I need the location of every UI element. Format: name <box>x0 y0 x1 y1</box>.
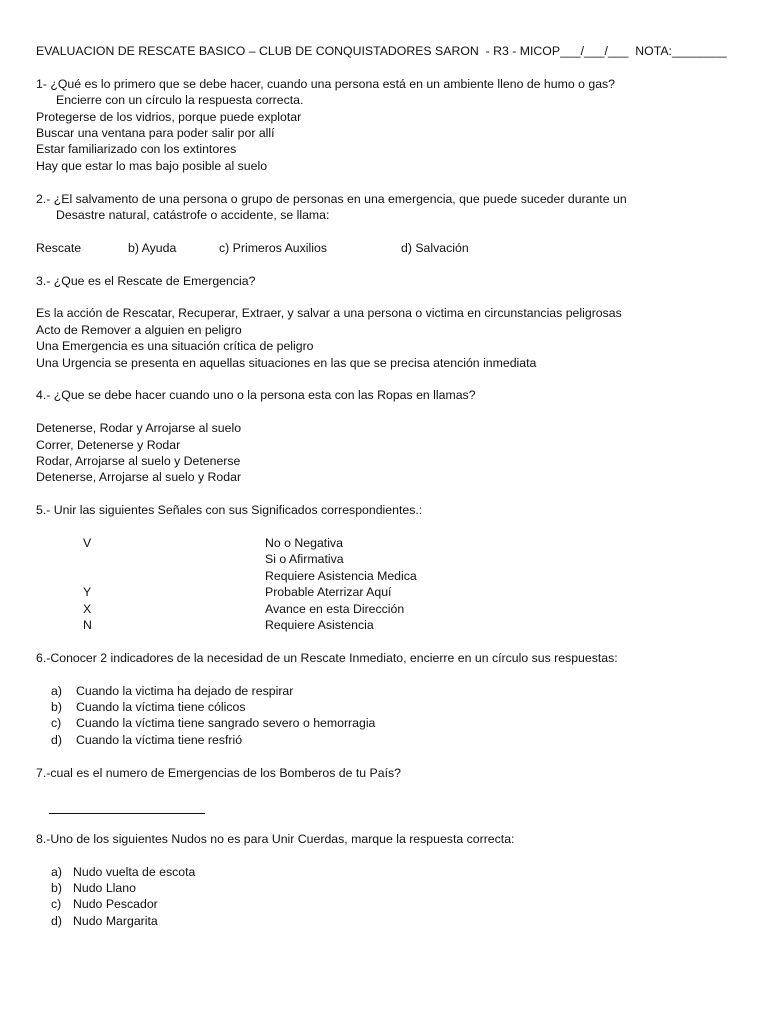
option-letter: a) <box>51 683 62 698</box>
signal-row <box>36 584 736 600</box>
question-3 <box>36 273 736 371</box>
signal-letter <box>36 551 265 567</box>
option-letter: c) <box>51 716 62 731</box>
option-letter: a) <box>51 864 62 879</box>
signal-row <box>36 535 736 551</box>
option-text: Cuando la víctima tiene resfrió <box>76 732 243 747</box>
option-text: Cuando la victima ha dejado de respirar <box>76 683 294 698</box>
spacer <box>36 814 736 830</box>
question-4 <box>36 387 736 485</box>
list-item <box>51 913 736 929</box>
spacer <box>36 666 736 682</box>
option-text: Nudo Margarita <box>73 913 158 928</box>
spacer <box>36 486 736 502</box>
spacer <box>36 633 736 649</box>
list-item <box>51 699 736 715</box>
question-3-option: Una Emergencia es una situación crítica de peligro <box>36 339 314 354</box>
option-text: Cuando la víctima tiene sangrado severo o hemorragia <box>76 716 376 731</box>
question-2 <box>36 191 736 257</box>
question-4-option: Detenerse, Rodar y Arrojarse al suelo <box>36 421 242 436</box>
question-1-option: Hay que estar lo mas bajo posible al suelo <box>36 158 268 173</box>
option-text: Nudo Llano <box>73 881 136 896</box>
question-8 <box>36 831 736 929</box>
spacer <box>36 174 736 190</box>
question-4-option: Rodar, Arrojarse al suelo y Detenerse <box>36 454 241 469</box>
spacer <box>36 781 736 797</box>
option-letter: b) <box>51 881 62 896</box>
signal-meaning: Requiere Asistencia Medica <box>265 568 417 583</box>
option-letter: b) <box>51 700 62 715</box>
list-item <box>51 683 736 699</box>
list-item <box>51 715 736 731</box>
question-6-text: 6.-Conocer 2 indicadores de la necesidad de un Rescate Inmediato, encierre en un círculo sus respuestas: <box>36 650 618 665</box>
question-7-text: 7.-cual es el numero de Emergencias de los Bomberos de tu País? <box>36 765 402 780</box>
option-text: Nudo vuelta de escota <box>73 864 196 879</box>
signal-meaning: Requiere Asistencia <box>265 618 374 633</box>
answer-blank-line[interactable] <box>49 802 205 814</box>
signal-meaning: Probable Aterrizar Aquí <box>265 585 392 600</box>
question-8-options <box>36 864 736 930</box>
question-5-text: 5.- Unir las siguientes Señales con sus Significados correspondientes.: <box>36 503 423 518</box>
option-letter: c) <box>51 897 62 912</box>
question-4-text: 4.- ¿Que se debe hacer cuando uno o la persona esta con las Ropas en llamas? <box>36 388 476 403</box>
option-letter: d) <box>51 913 62 928</box>
question-1-instruction: Encierre con un círculo la respuesta correcta. <box>56 93 304 108</box>
question-4-option: Correr, Detenerse y Rodar <box>36 437 181 452</box>
question-2-option: d) Salvación <box>401 240 469 255</box>
question-2-option: Rescate <box>36 240 82 255</box>
question-3-option: Acto de Remover a alguien en peligro <box>36 322 242 337</box>
signal-letter: X <box>83 601 92 616</box>
list-item <box>51 864 736 880</box>
question-3-text: 3.- ¿Que es el Rescate de Emergencia? <box>36 273 256 288</box>
question-6-options <box>36 683 736 749</box>
question-7 <box>36 765 736 815</box>
question-1-option: Protegerse de los vidrios, porque puede explotar <box>36 109 302 124</box>
list-item <box>51 880 736 896</box>
spacer <box>36 847 736 863</box>
document-page <box>36 43 736 929</box>
signal-row <box>36 617 736 633</box>
spacer <box>36 519 736 535</box>
spacer <box>36 223 736 239</box>
spacer <box>36 371 736 387</box>
list-item <box>51 896 736 912</box>
signal-letter: N <box>83 618 92 633</box>
question-6 <box>36 650 736 748</box>
option-text: Cuando la víctima tiene cólicos <box>76 700 246 715</box>
question-4-option: Detenerse, Arrojarse al suelo y Rodar <box>36 470 242 485</box>
option-text: Nudo Pescador <box>73 897 158 912</box>
question-1-option: Estar familiarizado con los extintores <box>36 142 237 157</box>
document-title: EVALUACION DE RESCATE BASICO – CLUB DE CONQUISTADORES SARON - R3 - MICOP___/___/___ NOTA:________ <box>36 44 727 58</box>
signal-meaning: Si o Afirmativa <box>265 552 344 567</box>
question-2-option: b) Ayuda <box>128 240 177 255</box>
question-3-option: Es la acción de Rescatar, Recuperar, Extraer, y salvar a una persona o victima en circunstancias peligrosas <box>36 306 622 321</box>
signal-row <box>36 551 736 567</box>
question-2-text-continued: Desastre natural, catástrofe o accidente, se llama: <box>56 208 330 223</box>
question-1 <box>36 76 736 174</box>
signal-letter <box>36 568 265 584</box>
signal-meaning: No o Negativa <box>265 536 343 551</box>
signal-letter: V <box>83 536 92 551</box>
spacer <box>36 748 736 764</box>
question-5 <box>36 502 736 633</box>
question-2-option: c) Primeros Auxilios <box>219 240 327 255</box>
question-2-options <box>36 240 736 256</box>
signal-letter: Y <box>83 585 92 600</box>
spacer <box>36 404 736 420</box>
question-8-text: 8.-Uno de los siguientes Nudos no es para Unir Cuerdas, marque la respuesta correcta: <box>36 831 515 846</box>
question-1-option: Buscar una ventana para poder salir por allí <box>36 126 275 141</box>
signal-meaning: Avance en esta Dirección <box>265 601 405 616</box>
signal-row <box>36 601 736 617</box>
spacer <box>36 256 736 272</box>
question-3-option: Una Urgencia se presenta en aquellas situaciones en las que se precisa atención inmediata <box>36 355 537 370</box>
spacer <box>36 289 736 305</box>
list-item <box>51 732 736 748</box>
spacer <box>36 59 736 75</box>
question-2-text: 2.- ¿El salvamento de una persona o grupo de personas en una emergencia, que puede suceder durante un <box>36 191 627 206</box>
option-letter: d) <box>51 732 62 747</box>
question-1-text: 1- ¿Qué es lo primero que se debe hacer, cuando una persona está en un ambiente lleno de humo o gas? <box>36 76 616 91</box>
signal-row <box>36 568 736 584</box>
